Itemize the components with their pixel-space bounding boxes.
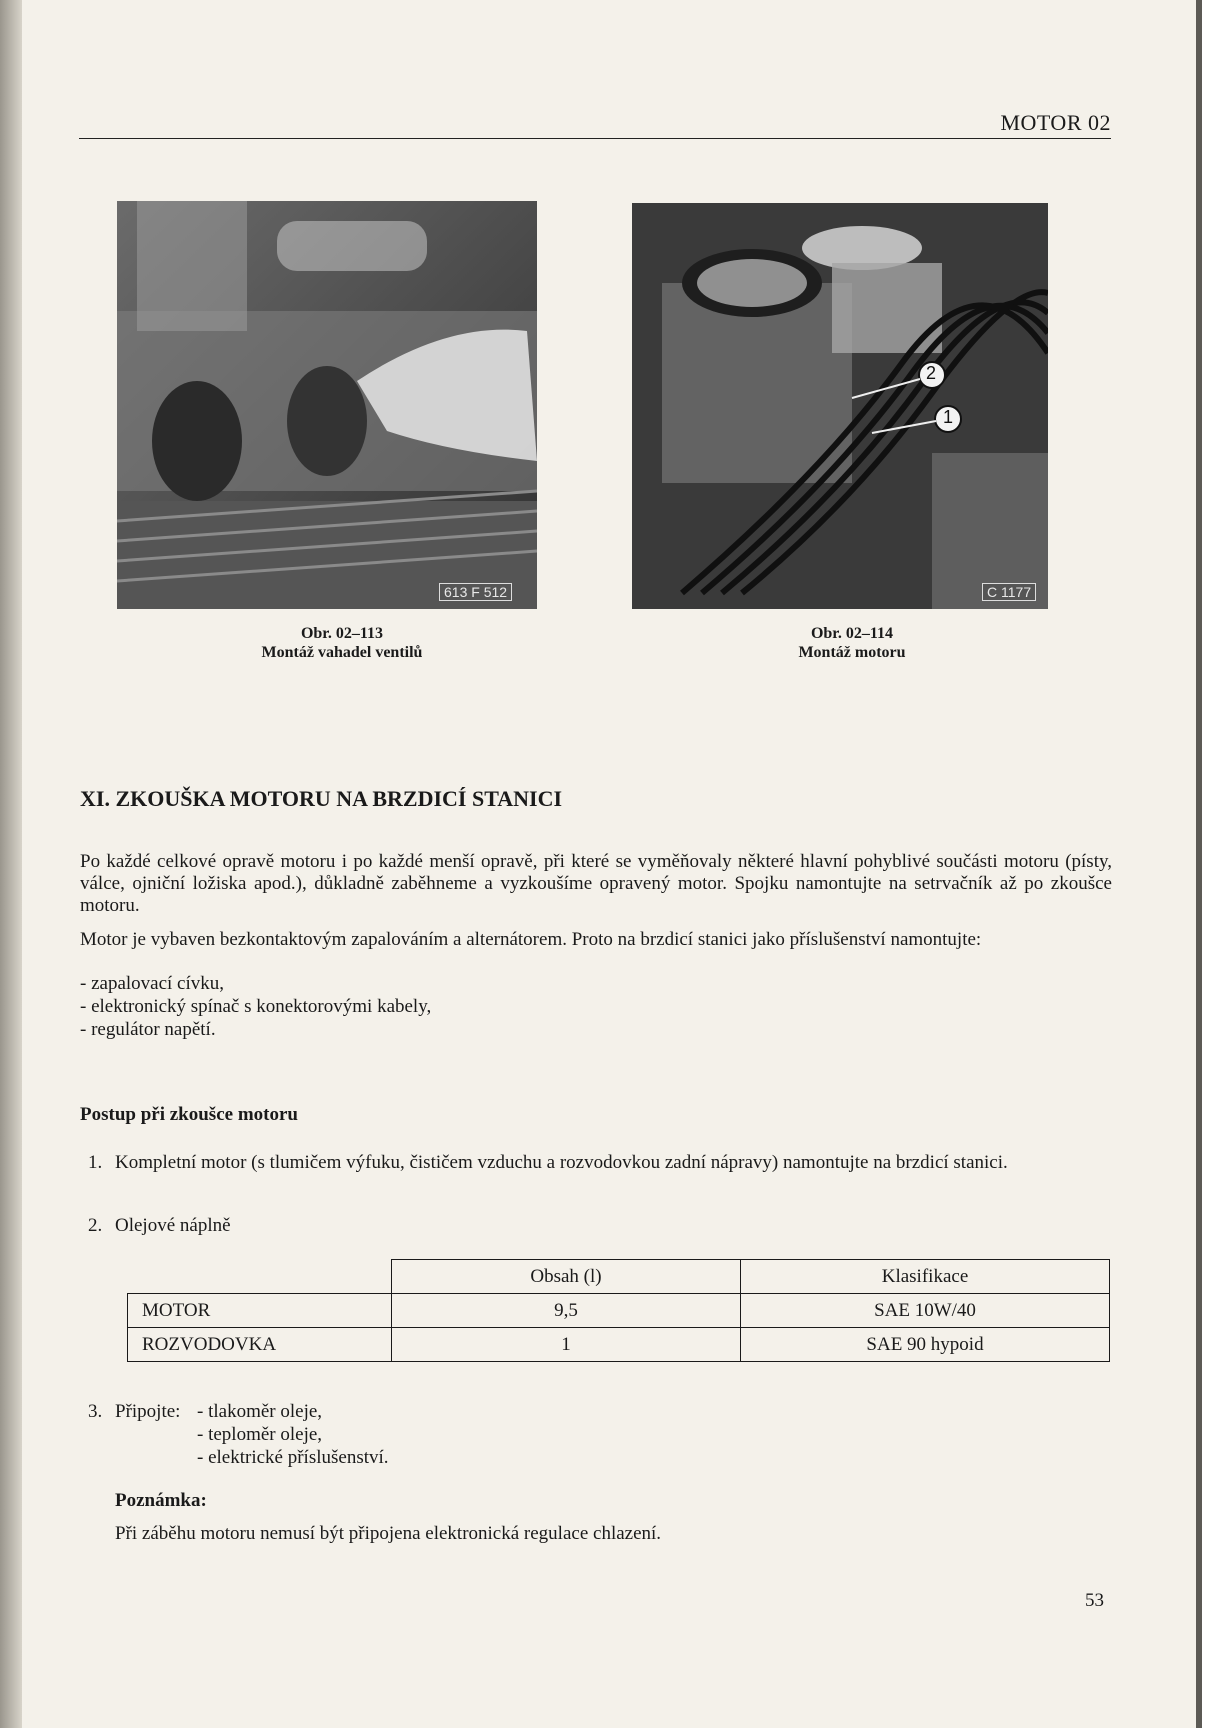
table-header-capacity: Obsah (l): [392, 1260, 741, 1294]
note-heading: Poznámka:: [115, 1490, 207, 1511]
page-gutter-shadow: [0, 0, 22, 1728]
step-text: Kompletní motor (s tlumičem výfuku, čističem vzduchu a rozvodovkou zadní nápravy) namontujte na brzdicí stanici.: [115, 1152, 1008, 1173]
table-header-row: [128, 1260, 1110, 1294]
connect-item: - teploměr oleje,: [197, 1424, 323, 1445]
figure-caption-114: [737, 624, 967, 662]
caption-title: Montáž vahadel ventilů: [261, 644, 423, 661]
equipment-paragraph: Motor je vybaven bezkontaktovým zapalováním a alternátorem. Proto na brzdicí stanici jako příslušenství namontujte:: [80, 929, 982, 950]
step-number: 3.: [88, 1401, 103, 1422]
table-row: [128, 1328, 1110, 1362]
callout-label-2: 2: [926, 363, 937, 383]
step-text: Olejové náplně: [115, 1215, 231, 1236]
header-title: MOTOR 02: [1000, 110, 1111, 135]
photo-engine-assembly: [632, 203, 1048, 609]
table-cell: 9,5: [392, 1294, 741, 1328]
note-text: Při záběhu motoru nemusí být připojena elektronická regulace chlazení.: [115, 1523, 662, 1544]
oil-fill-table: [127, 1259, 1110, 1362]
accessory-item: - elektronický spínač s konektorovými kabely,: [80, 996, 432, 1017]
accessory-item: - zapalovací cívku,: [80, 973, 225, 994]
page-edge: [1196, 0, 1202, 1728]
connect-item: - elektrické příslušenství.: [197, 1447, 389, 1468]
photo-code-label: 613 F 512: [439, 583, 512, 601]
table-cell: 1: [392, 1328, 741, 1362]
photo-code-label: C 1177: [982, 583, 1036, 601]
table-row: [128, 1294, 1110, 1328]
photo-rocker-arm-assembly: [117, 201, 537, 609]
caption-number: Obr. 02–114: [810, 625, 894, 642]
section-heading: XI. ZKOUŠKA MOTORU NA BRZDICÍ STANICI: [80, 786, 563, 811]
table-header-empty: [128, 1260, 392, 1294]
table-header-classification: Klasifikace: [741, 1260, 1110, 1294]
rocker-arm-photo-illustration: [117, 201, 537, 609]
intro-paragraph: Po každé celkové opravě motoru i po každé menší opravě, při které se vyměňovaly některé hlavní pohyblivé součásti motoru (písty, válce, ojniční ložiska apod.), důkladně zaběhneme a vyzkoušíme opravený motor. Spojku namontujte na setrvačník až po zkoušce motoru.: [80, 851, 1112, 916]
table-cell: SAE 90 hypoid: [741, 1328, 1110, 1362]
engine-photo-illustration: [632, 203, 1048, 609]
connect-item: - tlakoměr oleje,: [197, 1401, 323, 1422]
procedure-heading: Postup při zkoušce motoru: [80, 1104, 298, 1125]
step-text: Připojte:: [115, 1401, 181, 1422]
caption-title: Montáž motoru: [798, 644, 906, 661]
table-cell: SAE 10W/40: [741, 1294, 1110, 1328]
document-page: [22, 0, 1202, 1728]
callout-label-1: 1: [943, 407, 954, 427]
page-number: 53: [1085, 1590, 1104, 1611]
figure-caption-113: [217, 624, 467, 662]
running-header: [79, 108, 1111, 139]
caption-number: Obr. 02–113: [300, 625, 384, 642]
table-cell: ROZVODOVKA: [128, 1328, 392, 1362]
table-cell: MOTOR: [128, 1294, 392, 1328]
step-number: 2.: [88, 1215, 103, 1236]
step-number: 1.: [88, 1152, 103, 1173]
accessory-item: - regulátor napětí.: [80, 1019, 216, 1040]
